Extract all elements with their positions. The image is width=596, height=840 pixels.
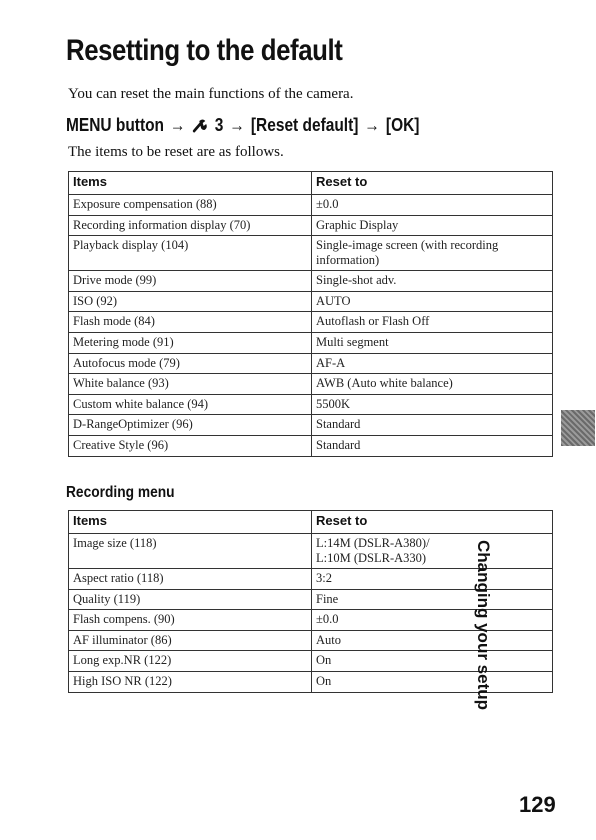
- chapter-tab-marker: [561, 410, 595, 446]
- table-row: [69, 215, 553, 236]
- item-cell: D-RangeOptimizer (96): [69, 415, 312, 436]
- item-cell: Drive mode (99): [69, 271, 312, 292]
- item-cell: ISO (92): [69, 291, 312, 312]
- table-row: [69, 195, 553, 216]
- reset-value-cell: AWB (Auto white balance): [312, 374, 553, 395]
- item-cell: Custom white balance (94): [69, 394, 312, 415]
- arrow-icon: →: [170, 115, 186, 135]
- recording-menu-heading: Recording menu: [66, 484, 175, 501]
- reset-value-cell: Multi segment: [312, 332, 553, 353]
- wrench-icon: [192, 118, 209, 134]
- item-cell: Autofocus mode (79): [69, 353, 312, 374]
- item-cell: Quality (119): [69, 589, 312, 610]
- reset-value-cell: L:14M (DSLR-A380)/ L:10M (DSLR-A330): [312, 534, 553, 569]
- reset-value-cell: ±0.0: [312, 195, 553, 216]
- reset-value-cell: On: [312, 671, 553, 692]
- table-row: [69, 394, 553, 415]
- table-row: [69, 415, 553, 436]
- reset-value-cell: Auto: [312, 630, 553, 651]
- reset-items-table: [68, 171, 553, 457]
- reset-value-cell: Standard: [312, 415, 553, 436]
- table-row: [69, 374, 553, 395]
- ok-label: [OK]: [385, 115, 420, 135]
- item-cell: Flash mode (84): [69, 312, 312, 333]
- item-cell: Creative Style (96): [69, 435, 312, 456]
- menu-button-label: MENU button: [66, 115, 165, 135]
- reset-value-cell: AUTO: [312, 291, 553, 312]
- chapter-side-label: Changing your setup: [474, 540, 493, 710]
- item-cell: Aspect ratio (118): [69, 569, 312, 590]
- page-title: Resetting to the default: [66, 34, 343, 67]
- table-row: [69, 435, 553, 456]
- column-header-items: Items: [69, 172, 312, 195]
- item-cell: Metering mode (91): [69, 332, 312, 353]
- table-row: [69, 271, 553, 292]
- item-cell: Playback display (104): [69, 236, 312, 271]
- reset-value-cell: Single-shot adv.: [312, 271, 553, 292]
- item-cell: Long exp.NR (122): [69, 651, 312, 672]
- item-cell: AF illuminator (86): [69, 630, 312, 651]
- reset-value-cell: 5500K: [312, 394, 553, 415]
- page-number: 129: [519, 792, 556, 817]
- table-header-row: [69, 511, 553, 534]
- item-cell: Flash compens. (90): [69, 610, 312, 631]
- item-cell: Recording information display (70): [69, 215, 312, 236]
- column-header-reset-to: Reset to: [312, 511, 553, 534]
- reset-value-cell: AF-A: [312, 353, 553, 374]
- table-row: [69, 353, 553, 374]
- column-header-items: Items: [69, 511, 312, 534]
- setup-menu-number: 3: [214, 115, 224, 135]
- table-row: [69, 312, 553, 333]
- reset-value-cell: Graphic Display: [312, 215, 553, 236]
- item-cell: White balance (93): [69, 374, 312, 395]
- sub-intro-text: The items to be reset are as follows.: [68, 144, 284, 160]
- intro-text: You can reset the main functions of the camera.: [68, 86, 354, 102]
- menu-step-instruction: [66, 115, 419, 136]
- reset-value-cell: 3:2: [312, 569, 553, 590]
- table-row: [69, 291, 553, 312]
- item-cell: High ISO NR (122): [69, 671, 312, 692]
- reset-value-cell: On: [312, 651, 553, 672]
- reset-value-cell: Fine: [312, 589, 553, 610]
- reset-default-label: [Reset default]: [250, 115, 359, 135]
- column-header-reset-to: Reset to: [312, 172, 553, 195]
- reset-value-cell: Single-image screen (with recording information): [312, 236, 553, 271]
- table-row: [69, 332, 553, 353]
- table-header-row: [69, 172, 553, 195]
- reset-value-cell: Autoflash or Flash Off: [312, 312, 553, 333]
- arrow-icon: →: [364, 115, 380, 135]
- table-row: [69, 236, 553, 271]
- item-cell: Exposure compensation (88): [69, 195, 312, 216]
- reset-value-cell: ±0.0: [312, 610, 553, 631]
- arrow-icon: →: [229, 115, 245, 135]
- reset-value-cell: Standard: [312, 435, 553, 456]
- item-cell: Image size (118): [69, 534, 312, 569]
